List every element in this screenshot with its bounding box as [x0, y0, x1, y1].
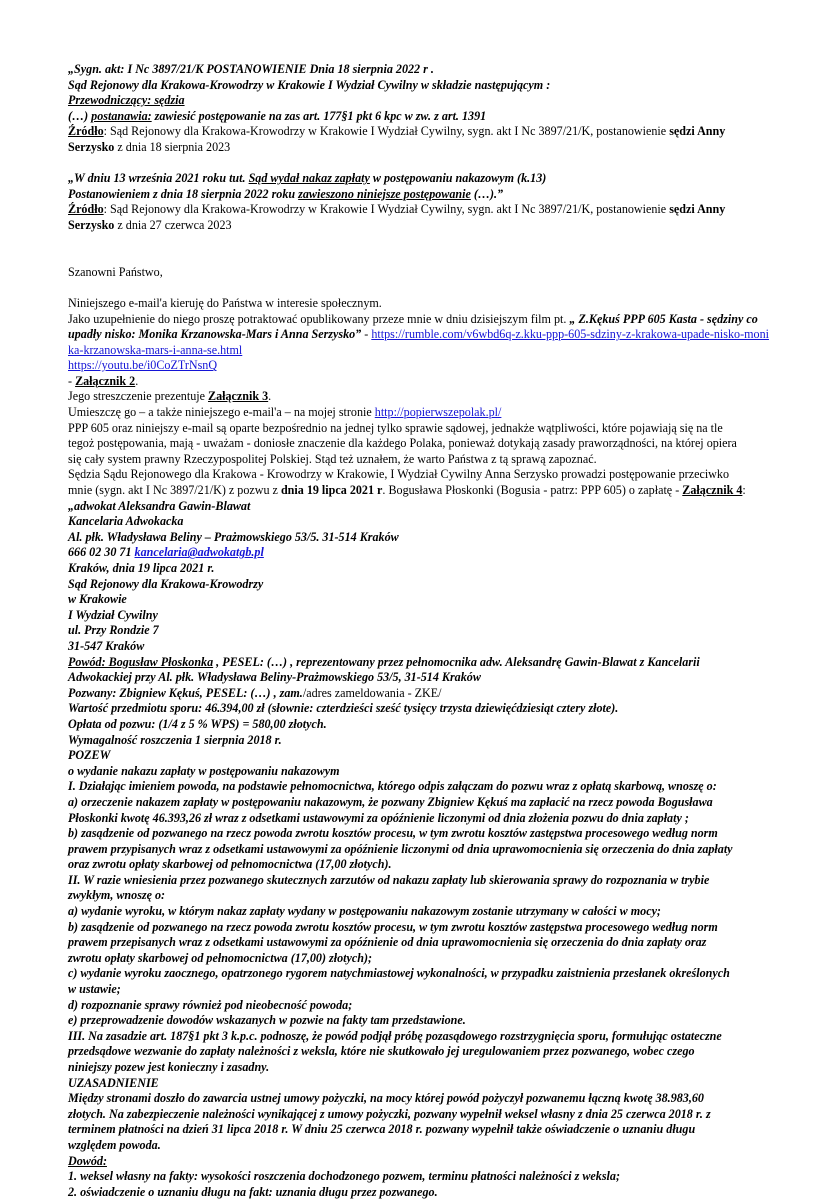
attachment2-prefix: -	[68, 373, 76, 388]
evidence-item-1: 1. weksel własny na fakty: wysokości roszczenia dochodzonego pozwem, terminu płatności należności z weksla;	[68, 1169, 620, 1184]
source-judge: sędzi Anny Serzysko	[68, 202, 726, 232]
quote2-line1	[68, 171, 770, 187]
intro-youtube	[68, 358, 770, 374]
spacer	[68, 234, 770, 250]
quote2-line1-underlined: Sąd wydał nakaz zapłaty	[248, 171, 370, 186]
body-line5-c: :	[742, 483, 746, 498]
quote2-line2	[68, 187, 770, 203]
lawyer-address: Al. płk. Władysława Beliny – Prażmowskiego 53/5. 31-514 Kraków	[68, 529, 399, 544]
pozew-point-2d: d) rozpoznanie sprawy również pod nieobecność powoda;	[68, 997, 353, 1012]
quote1-line1: „Sygn. akt: I Nc 3897/21/K POSTANOWIENIE Dnia 18 sierpnia 2022 r .	[68, 62, 434, 76]
pozew-point-3-line2: przedsądowe wezwanie do zapłaty należności z weksla, które nie skutkowało jej uregulowaniem przez pozwanego, wobec czego	[68, 1044, 695, 1059]
uzasadnienie-line3: terminem płatności na dzień 31 lipca 2018 r. W dniu 25 czerwca 2018 r. pozwany wypełnił także oświadczenie o uznaniu długu	[68, 1122, 696, 1137]
quote2-source	[68, 202, 770, 233]
filing-fee: Opłata od pozwu: (1/4 z 5 % WPS) = 580,00 złotych.	[68, 716, 327, 731]
attachment3-prefix: Jego streszczenie prezentuje	[68, 389, 209, 404]
claim-due-date: Wymagalność roszczenia 1 sierpnia 2018 r.	[68, 732, 282, 747]
pozew-point-2-line1: II. W razie wniesienia przez pozwanego skutecznych zarzutów od nakazu zapłaty lub skierowania sprawy do rozpoznania w trybie	[68, 872, 710, 887]
quote1-line3	[68, 93, 770, 109]
quote1-ellipsis: (…)	[68, 108, 92, 123]
evidence-label: Dowód:	[68, 1153, 107, 1168]
quote1-chairman-label: Przewodniczący: sędzia	[68, 93, 185, 108]
uzasadnienie-line2: złotych. Na zabezpieczenie należności wynikającej z umowy pożyczki, pozwany wypełnił weksel własny z dnia 25 czerwca 2018 r. z	[68, 1106, 711, 1121]
quote2-line1-a: „W dniu 13 września 2021 roku tut.	[68, 171, 249, 186]
dispute-value: Wartość przedmiotu sporu: 46.394,00 zł (słownie: czterdzieści sześć tysięcy trzysta dziewięćdziesiąt cztery złote).	[68, 701, 619, 716]
lawyer-office: Kancelaria Adwokacka	[68, 514, 184, 529]
attachment3-suffix: .	[268, 389, 272, 404]
lawyer-contact	[68, 545, 770, 561]
body-line3: się cały system prawny Rzeczypospolitej Polskiej. Stąd też uznałem, że warto Państwa z tą sprawą zapoznać.	[68, 451, 597, 466]
quote2-line1-c: w postępowaniu nakazowym (k.13)	[369, 171, 547, 186]
lawyer-phone: 666 02 30 71	[68, 545, 135, 560]
intro-line1: Niniejszego e-mail'a kieruję do Państwa w interesie społecznym.	[68, 295, 382, 310]
court-name-line1: Sąd Rejonowy dla Krakowa-Krowodrzy	[68, 576, 264, 591]
intro-attachment2	[68, 374, 770, 390]
pozew-heading: POZEW	[68, 748, 111, 763]
defendant-label: Pozwany: Zbigniew Kękuś, PESEL: (…) , zam.	[68, 685, 303, 700]
lawyer-quote-open: „adwokat Aleksandra Gawin-Blawat	[68, 498, 251, 513]
body-line5-b: . Bogusława Płoskonki (Bogusia - patrz: PPP 605) o zapłatę -	[382, 483, 683, 498]
rumble-link[interactable]: https://rumble.com/v6wbd6q-z.kku-ppp-605-sdziny-z-krakowa-upade-nisko-monika-krzanowska-mars-i-anna-se.html	[68, 327, 769, 357]
quote1-postanawia: postanawia:	[91, 108, 152, 123]
defendant-address-note: /adres zameldowania - ZKE/	[302, 685, 442, 700]
quote2-line2-a: Postanowieniem z dnia 18 sierpnia 2022 roku	[68, 186, 299, 201]
pozew-point-3-line1: III. Na zasadzie art. 187§1 pkt 3 k.p.c. podnoszę, że powód podjął próbę pozasądowego rozstrzygnięcia sporu, formułując ostateczne	[68, 1028, 722, 1043]
quote1-line4	[68, 109, 770, 125]
popierwszepolak-link[interactable]: http://popierwszepolak.pl/	[374, 405, 502, 420]
pozew-point-2b-line3: zwrotu opłaty skarbowej od pełnomocnictwa (17,00) złotych);	[68, 950, 373, 965]
plaintiff-label: Powód: Bogusław Płoskonka	[68, 654, 214, 669]
plaintiff-details: , PESEL: (…) , reprezentowany przez pełnomocnika adw. Aleksandrę Gawin-Blawat z Kancelarii	[213, 654, 700, 669]
pozew-point-1b-line1: b) zasądzenie od pozwanego na rzecz powoda zwrotu kosztów procesu, w tym zwrotu kosztów zastępstwa procesowego według norm	[68, 826, 718, 841]
salutation: Szanowni Państwo,	[68, 264, 163, 279]
pozew-point-1: I. Działając imieniem powoda, na podstawie pełnomocnictwa, którego odpis załączam do pozwu wraz z opłatą skarbową, wnoszę o:	[68, 779, 717, 794]
spacer	[68, 249, 770, 265]
uzasadnienie-line1: Między stronami doszło do zawarcia ustnej umowy pożyczki, na mocy której powód pożyczył pozwanemu łączną kwotę 38.983,60	[68, 1091, 704, 1106]
lawyer-email-link[interactable]: kancelaria@adwokatgb.pl	[134, 545, 264, 560]
pozew-point-2b-line2: prawem przepisanych wraz z odsetkami ustawowymi za opóźnienie od dnia uprawomocnienia się orzeczenia do dnia zapłaty oraz	[68, 935, 707, 950]
attachment-2: Załącznik 2	[75, 373, 136, 388]
pozew-point-2-line2: zwykłym, wnoszę o:	[68, 888, 166, 903]
pozew-point-1a-line2: Płoskonki kwotę 46.393,26 zł wraz z odsetkami ustawowymi za opóźnienie liczonymi od dnia złożenia pozwu do dnia zapłaty ;	[68, 810, 689, 825]
intro-line2	[68, 312, 770, 359]
court-postcode: 31-547 Kraków	[68, 638, 145, 653]
body-line2: tegoż postępowania, mają - uważam - doniosłe znaczenie dla każdego Polaka, ponieważ dotykają zasady praworządności, na której opiera	[68, 436, 737, 451]
letter-place-date: Kraków, dnia 19 lipca 2021 r.	[68, 561, 215, 575]
intro-line2-b: -	[361, 327, 372, 342]
intro-line2-a: Jako uzupełnienie do niego proszę potraktować opublikowany przeze mnie w dniu dzisiejszym film pt.	[68, 311, 570, 326]
pozew-point-1b-line3: oraz zwrotu opłaty skarbowej od pełnomocnictwa (17,00 złotych).	[68, 857, 392, 872]
source-label: Źródło	[68, 124, 104, 139]
defendant-line	[68, 686, 770, 702]
pozew-point-3-line3: niniejszy pozew jest konieczny i zasadny.	[68, 1060, 270, 1074]
uzasadnienie-heading: UZASADNIENIE	[68, 1075, 159, 1090]
lawsuit-date: dnia 19 lipca 2021 r	[280, 483, 383, 498]
body-line5-a: mnie (sygn. akt I Nc 3897/21/K) z pozwu z	[68, 483, 281, 498]
pozew-subheading: o wydanie nakazu zapłaty w postępowaniu nakazowym	[68, 763, 340, 778]
quote1-ruling: zawiesić postępowanie na zas art. 177§1 pkt 6 kpc w zw. z art. 1391	[151, 108, 487, 123]
pozew-point-2b-line1: b) zasądzenie od pozwanego na rzecz powoda zwrotu kosztów procesu, w tym zwrotu kosztów zastępstwa procesowego według norm	[68, 919, 718, 934]
source-text-b: z dnia 18 sierpnia 2023	[114, 139, 231, 154]
court-division: I Wydział Cywilny	[68, 607, 158, 622]
evidence-label-line	[68, 1154, 770, 1170]
youtube-link[interactable]: https://youtu.be/i0CoZTrNsnQ	[68, 358, 218, 373]
court-street: ul. Przy Rondzie 7	[68, 623, 159, 638]
quote2-line2-c: (…).”	[470, 186, 504, 201]
pozew-point-2e: e) przeprowadzenie dowodów wskazanych w pozwie na fakty tam przedstawione.	[68, 1013, 466, 1028]
pozew-point-1a-line1: a) orzeczenie nakazem zapłaty w postępowaniu nakazowym, że pozwany Zbigniew Kękuś ma zapłacić na rzecz powoda Bogusława	[68, 794, 713, 809]
source-text-a: : Sąd Rejonowy dla Krakowa-Krowodrzy w Krakowie I Wydział Cywilny, sygn. akt I Nc 3897/21/K, postanowienie	[103, 202, 670, 217]
plaintiff-line1	[68, 655, 770, 671]
body-line4: Sędzia Sądu Rejonowego dla Krakowa - Krowodrzy w Krakowie, I Wydział Cywilny Anna Serzysko prowadzi postępowanie przeciwko	[68, 467, 730, 482]
attachment-4: Załącznik 4	[682, 483, 743, 498]
body-line5	[68, 483, 770, 514]
quote1-source	[68, 124, 770, 155]
film-title: „ Z.Kękuś PPP 605 Kasta - sędziny co upadły nisko: Monika Krzanowska-Mars i Anna Serzysko”	[68, 311, 758, 342]
intro-attachment3	[68, 389, 770, 405]
source-judge: sędzi Anny Serzysko	[68, 124, 726, 154]
pozew-point-2c-line2: w ustawie;	[68, 982, 121, 997]
source-label: Źródło	[68, 202, 104, 217]
spacer	[68, 280, 770, 296]
source-text-a: : Sąd Rejonowy dla Krakowa-Krowodrzy w Krakowie I Wydział Cywilny, sygn. akt I Nc 3897/21/K, postanowienie	[103, 124, 670, 139]
pozew-point-2c-line1: c) wydanie wyroku zaocznego, opatrzonego rygorem natychmiastowej wykonalności, w przypadku zaistnienia przesłanek określonych	[68, 966, 730, 981]
spacer	[68, 156, 770, 172]
body-line1: PPP 605 oraz niniejszy e-mail są oparte bezpośrednio na jednej tylko sprawie sądowej, jednakże wątpliwości, które pojawiają się na tle	[68, 420, 723, 435]
document-body	[68, 62, 770, 1200]
pozew-point-2a: a) wydanie wyroku, w którym nakaz zapłaty wydany w postępowaniu nakazowym zostanie utrzymany w całości w mocy;	[68, 904, 661, 919]
uzasadnienie-line4: względem powoda.	[68, 1137, 161, 1152]
intro-site	[68, 405, 770, 421]
site-prefix: Umieszczę go – a także niniejszego e-mail'a – na mojej stronie	[68, 405, 375, 420]
quote2-line2-underlined: zawieszono niniejsze postępowanie	[298, 186, 471, 201]
evidence-item-2: 2. oświadczenie o uznaniu długu na fakt: uznania długu przez pozwanego.	[68, 1184, 438, 1199]
attachment-3: Załącznik 3	[208, 389, 269, 404]
attachment2-suffix: .	[135, 373, 139, 388]
quote1-line2: Sąd Rejonowy dla Krakowa-Krowodrzy w Krakowie I Wydział Cywilny w składzie następującym :	[68, 77, 551, 92]
source-text-b: z dnia 27 czerwca 2023	[114, 217, 232, 232]
plaintiff-line2: Adwokackiej przy Al. płk. Władysława Beliny-Prażmowskiego 53/5, 31-514 Kraków	[68, 670, 481, 685]
pozew-point-1b-line2: prawem przypisanych wraz z odsetkami ustawowymi za opóźnienie liczonymi od dnia uprawomocnienia się orzeczenia do dnia zapłaty	[68, 841, 733, 856]
court-name-line2: w Krakowie	[68, 592, 127, 607]
